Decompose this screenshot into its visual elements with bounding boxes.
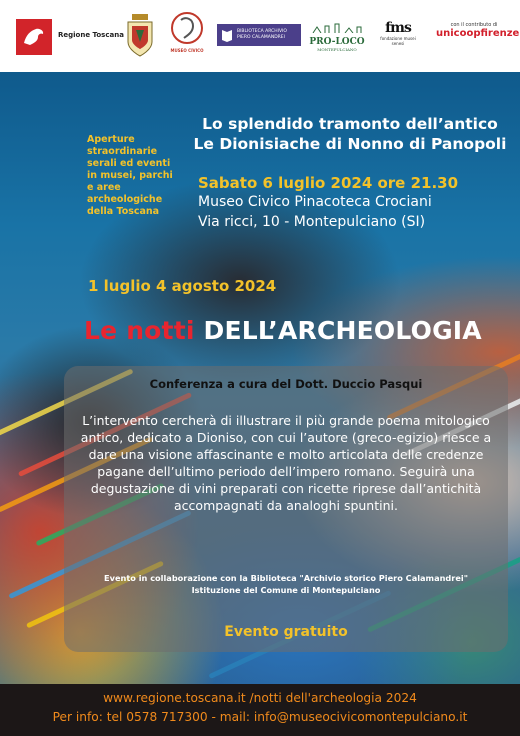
festival-period: 1 luglio 4 agosto 2024 xyxy=(88,277,277,295)
tagline-line: serali ed eventi xyxy=(87,158,171,169)
proloco-sub: MONTEPULCIANO xyxy=(317,47,357,52)
tagline-line: Aperture xyxy=(87,134,135,145)
collab-line2: Istituzione del Comune di Montepulciano xyxy=(191,585,381,595)
tagline-line: straordinarie xyxy=(87,146,158,157)
regione-toscana-label: Regione Toscana xyxy=(58,31,124,39)
museo-head-icon xyxy=(166,10,208,48)
fms-title: fms xyxy=(385,20,411,36)
headline-red: Le notti xyxy=(84,316,195,345)
montepulciano-crest-icon xyxy=(123,12,157,60)
event-datetime: Sabato 6 luglio 2024 ore 21.30 xyxy=(198,174,459,192)
tagline-line: e aree xyxy=(87,182,121,193)
unicoop-logo xyxy=(436,22,520,39)
poster-hero xyxy=(0,72,520,684)
sponsor-logo-strip xyxy=(0,0,520,72)
fms-logo xyxy=(374,20,422,46)
unicoop-pre: con il contributo di xyxy=(450,22,498,28)
fms-sub: fondazione musei senesi xyxy=(380,36,416,46)
speaker-line: Conferenza a cura del Dott. Duccio Pasqui xyxy=(149,377,423,391)
museo-civico-text: MUSEO CIVICO xyxy=(170,48,204,53)
proloco-title: PRO-LOCO xyxy=(309,37,365,47)
footer xyxy=(0,684,520,736)
biblioteca-logo xyxy=(217,24,301,46)
proloco-skyline-icon xyxy=(309,23,365,33)
free-event-label: Evento gratuito xyxy=(224,624,348,640)
event-venue: Museo Civico Pinacoteca Crociani xyxy=(198,194,432,210)
footer-website: www.regione.toscana.it /notti dell'archeologia 2024 xyxy=(103,691,417,705)
event-description: L’intervento cercherà di illustrare il più grande poema mitologico antico, dedicato a Dioniso, con cui l’autore (greco-egizio) riesce a dare una visione affascinante e molto articolata delle credenze pagane dell’ultimo periodo dell’impero romano. Seguirà una degustazione di vini preparati con ricette riprese dall’antichità accompagnati da analoghi spuntini. xyxy=(80,413,492,513)
headline-white: DELL’ARCHEOLOGIA xyxy=(203,316,482,345)
tagline-line: archeologiche xyxy=(87,194,163,205)
event-title-line2: Le Dionisiache di Nonno di Panopoli xyxy=(193,135,507,153)
collab-line1: Evento in collaborazione con la Biblioteca "Archivio storico Piero Calamandrei" xyxy=(104,573,468,583)
unicoop-title: unicoopfirenze xyxy=(436,28,520,39)
tagline-line: della Toscana xyxy=(87,206,160,217)
tagline-line: in musei, parchi xyxy=(87,170,173,181)
proloco-logo xyxy=(309,18,365,52)
event-title xyxy=(180,114,520,154)
museo-civico-logo xyxy=(166,10,208,60)
footer-contact: Per info: tel 0578 717300 - mail: info@museocivicomontepulciano.it xyxy=(52,710,468,724)
event-address: Via ricci, 10 - Montepulciano (SI) xyxy=(198,214,426,230)
event-title-line1: Lo splendido tramonto dell’antico xyxy=(202,115,498,133)
book-icon xyxy=(221,28,233,42)
biblioteca-text: BIBLIOTECA ARCHIVIO PIERO CALAMANDREI xyxy=(237,29,287,40)
collaboration-note xyxy=(64,572,508,596)
regione-toscana-logo-icon xyxy=(16,19,52,55)
festival-headline xyxy=(84,316,482,345)
